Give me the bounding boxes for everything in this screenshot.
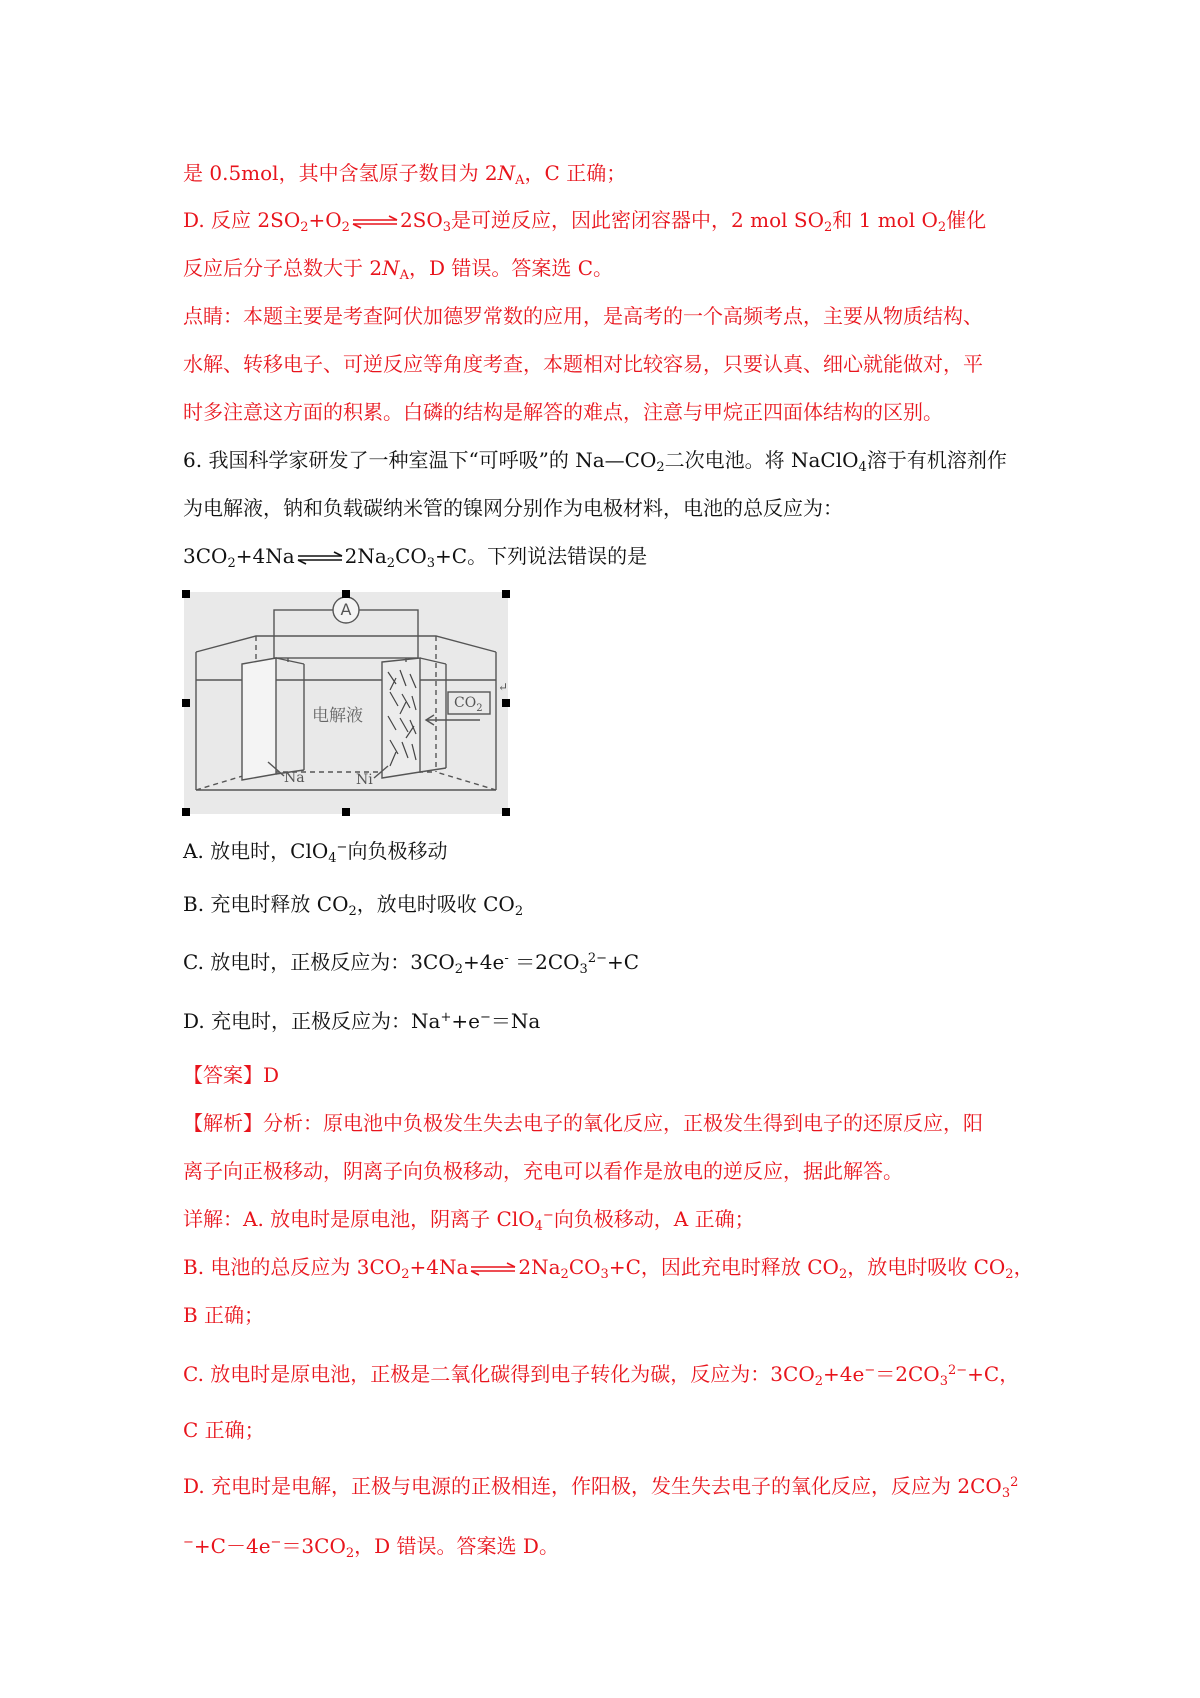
text: 是可逆反应，因此密闭容器中，2 mol SO <box>451 208 824 232</box>
analysis-line-2: 离子向正极移动，阴离子向负极移动，充电可以看作是放电的逆反应，据此解答。 <box>183 1159 903 1183</box>
subscript: 2 <box>454 962 464 977</box>
superscript: − <box>183 1535 194 1550</box>
sodium-electrode <box>242 658 276 780</box>
co2-label <box>454 692 483 714</box>
text: ＝Na <box>490 1009 541 1033</box>
option-c <box>183 948 639 976</box>
text: +4e <box>823 1362 865 1386</box>
detail-a <box>183 1205 755 1233</box>
text: D. 充电时是电解，正极与电源的正极相连，作阳极，发生失去电子的氧化反应，反应为 2CO <box>183 1474 1002 1498</box>
question-line-3 <box>183 542 647 570</box>
text: 6. 我国科学家研发了一种室温下“可呼吸”的 Na—CO <box>183 448 657 472</box>
detail-c-line-2: C 正确； <box>183 1418 265 1442</box>
subscript: 2 <box>476 703 483 714</box>
detail-b-line-2: B 正确； <box>183 1303 265 1327</box>
subscript: 2 <box>1005 1267 1014 1282</box>
text: +C。下列说法错误的是 <box>435 544 648 568</box>
resize-handle[interactable] <box>342 808 350 816</box>
sodium-electrode-top <box>276 658 304 664</box>
question-line-1 <box>183 446 1007 474</box>
subscript: 4 <box>328 851 337 866</box>
tip-line-3: 时多注意这方面的积累。白磷的结构是解答的难点，注意与甲烷正四面体结构的区别。 <box>183 400 943 424</box>
subscript: 2 <box>348 904 357 919</box>
text: 向负极移动，A 正确； <box>553 1207 755 1231</box>
subscript: 2 <box>560 1267 569 1282</box>
text: +4e <box>463 950 505 974</box>
text: CO <box>395 544 427 568</box>
return-mark: ↵ <box>498 680 509 694</box>
text: 二次电池。将 NaClO <box>664 448 859 472</box>
text: ， <box>1013 1255 1034 1279</box>
equilibrium-arrow-icon <box>351 215 399 229</box>
ammeter-label: A <box>340 600 352 619</box>
superscript: 2− <box>587 951 607 966</box>
subscript: 2 <box>838 1267 848 1282</box>
subscript: 3 <box>939 1374 948 1389</box>
subscript: 2 <box>345 1546 355 1561</box>
text: B. 充电时释放 CO <box>183 892 349 916</box>
text: ＝3CO <box>281 1534 346 1558</box>
subscript: 2 <box>814 1374 824 1389</box>
resize-handle[interactable] <box>502 590 510 598</box>
subscript: 2 <box>937 220 947 235</box>
analysis-label: 【解析】 <box>183 1111 263 1135</box>
answer-label: 【答案】 <box>183 1063 263 1087</box>
text: 是 0.5mol，其中含氢原子数目为 2 <box>183 161 498 185</box>
text: ＝2CO <box>875 1362 940 1386</box>
detail-d-line-1 <box>183 1472 1018 1500</box>
superscript: − <box>479 1010 491 1025</box>
text: C. 放电时，正极反应为：3CO <box>183 950 455 974</box>
text: +O <box>308 208 342 232</box>
resize-handle[interactable] <box>182 808 190 816</box>
answer-value: D <box>263 1063 280 1087</box>
prev-answer-d-line-2 <box>183 254 613 282</box>
detail-b-line-1 <box>183 1253 1034 1281</box>
text: CO <box>454 695 477 711</box>
text: +C－4e <box>193 1534 271 1558</box>
text: N <box>497 161 516 185</box>
na-label: Na <box>284 770 305 786</box>
text: CO <box>568 1255 601 1279</box>
subscript: 3 <box>442 220 452 235</box>
nickel-electrode-bottom <box>420 768 446 772</box>
nickel-electrode <box>382 658 420 778</box>
text: +e <box>451 1009 480 1033</box>
subscript: 2 <box>227 556 236 571</box>
equilibrium-arrow-icon <box>469 1262 517 1276</box>
text: +4Na <box>409 1255 469 1279</box>
text: B. 电池的总反应为 3CO <box>183 1255 402 1279</box>
resize-handle[interactable] <box>182 590 190 598</box>
analysis-line-1 <box>183 1109 983 1137</box>
subscript: 4 <box>534 1219 543 1234</box>
text: C. 放电时是原电池，正极是二氧化碳得到电子转化为碳，反应为：3CO <box>183 1362 815 1386</box>
text: +C，因此充电时释放 CO <box>608 1255 839 1279</box>
text: 2SO <box>399 208 443 232</box>
superscript: 2− <box>947 1363 968 1378</box>
superscript: − <box>270 1535 282 1550</box>
resize-handle[interactable] <box>342 590 350 598</box>
equilibrium-arrow-icon <box>296 551 344 565</box>
text: 反应后分子总数大于 2 <box>183 256 383 280</box>
text: ，D 错误。答案选 D。 <box>354 1534 559 1558</box>
subscript: 2 <box>300 220 309 235</box>
subscript: 2 <box>656 460 665 475</box>
text: ，D 错误。答案选 C。 <box>408 256 614 280</box>
text: A. 放电时，ClO <box>183 839 329 863</box>
subscript: 3 <box>600 1267 609 1282</box>
text: 向负极移动 <box>347 839 448 863</box>
text: D. 充电时，正极反应为：Na <box>183 1009 441 1033</box>
text: +C， <box>967 1362 1020 1386</box>
text: 溶于有机溶剂作 <box>866 448 1007 472</box>
text: 2Na <box>344 544 387 568</box>
text: 2Na <box>518 1255 561 1279</box>
tip-line-1: 点睛：本题主要是考查阿伏加德罗常数的应用，是高考的一个高频考点，主要从物质结构、 <box>183 304 983 328</box>
resize-handle[interactable] <box>182 699 190 707</box>
text: ，C 正确； <box>524 161 627 185</box>
nickel-electrode-top <box>420 658 446 664</box>
electrolyte-label: 电解液 <box>312 706 363 726</box>
text: 3CO <box>183 544 228 568</box>
detail-c-line-1 <box>183 1360 1019 1388</box>
text: 详解：A. 放电时是原电池，阴离子 ClO <box>183 1207 535 1231</box>
text: +C <box>606 950 640 974</box>
ni-label: Ni <box>356 772 373 788</box>
prev-answer-d-line-1 <box>183 206 986 234</box>
battery-diagram <box>184 592 508 814</box>
subscript: 2 <box>401 1267 410 1282</box>
superscript: − <box>864 1363 876 1378</box>
superscript: + <box>440 1010 452 1025</box>
text: 分析：原电池中负极发生失去电子的氧化反应，正极发生得到电子的还原反应，阳 <box>263 1111 983 1135</box>
subscript: 3 <box>579 962 588 977</box>
text: ，放电时吸收 CO <box>356 892 515 916</box>
question-line-2: 为电解液，钠和负载碳纳米管的镍网分别作为电极材料，电池的总反应为： <box>183 496 843 520</box>
text: ＝2CO <box>508 950 580 974</box>
resize-handle[interactable] <box>502 808 510 816</box>
option-d <box>183 1007 540 1035</box>
subscript: 2 <box>824 220 833 235</box>
text: 催化 <box>946 208 987 232</box>
tip-line-2: 水解、转移电子、可逆反应等角度考查，本题相对比较容易，只要认真、细心就能做对，平 <box>183 352 983 376</box>
prev-answer-line-1 <box>183 159 626 187</box>
option-b <box>183 890 523 918</box>
subscript: 3 <box>1001 1486 1011 1501</box>
vessel-top-edge <box>196 636 496 652</box>
subscript: 2 <box>514 904 524 919</box>
detail-d-line-2 <box>183 1532 559 1560</box>
text: 和 1 mol O <box>832 208 938 232</box>
subscript: A <box>515 173 525 188</box>
superscript: − <box>542 1208 554 1223</box>
text: ，放电时吸收 CO <box>847 1255 1006 1279</box>
superscript: − <box>336 840 348 855</box>
text: D. 反应 2SO <box>183 208 301 232</box>
answer-line <box>183 1061 279 1089</box>
option-a <box>183 837 447 865</box>
vessel-floor-right <box>436 772 496 790</box>
subscript: 2 <box>341 220 350 235</box>
subscript: 3 <box>426 556 436 571</box>
text: N <box>382 256 400 280</box>
superscript: - <box>504 951 509 966</box>
resize-handle[interactable] <box>502 699 510 707</box>
subscript: A <box>399 268 409 283</box>
subscript: 4 <box>858 460 867 475</box>
superscript: 2 <box>1010 1475 1019 1490</box>
subscript: 2 <box>386 556 396 571</box>
text: +4Na <box>235 544 295 568</box>
